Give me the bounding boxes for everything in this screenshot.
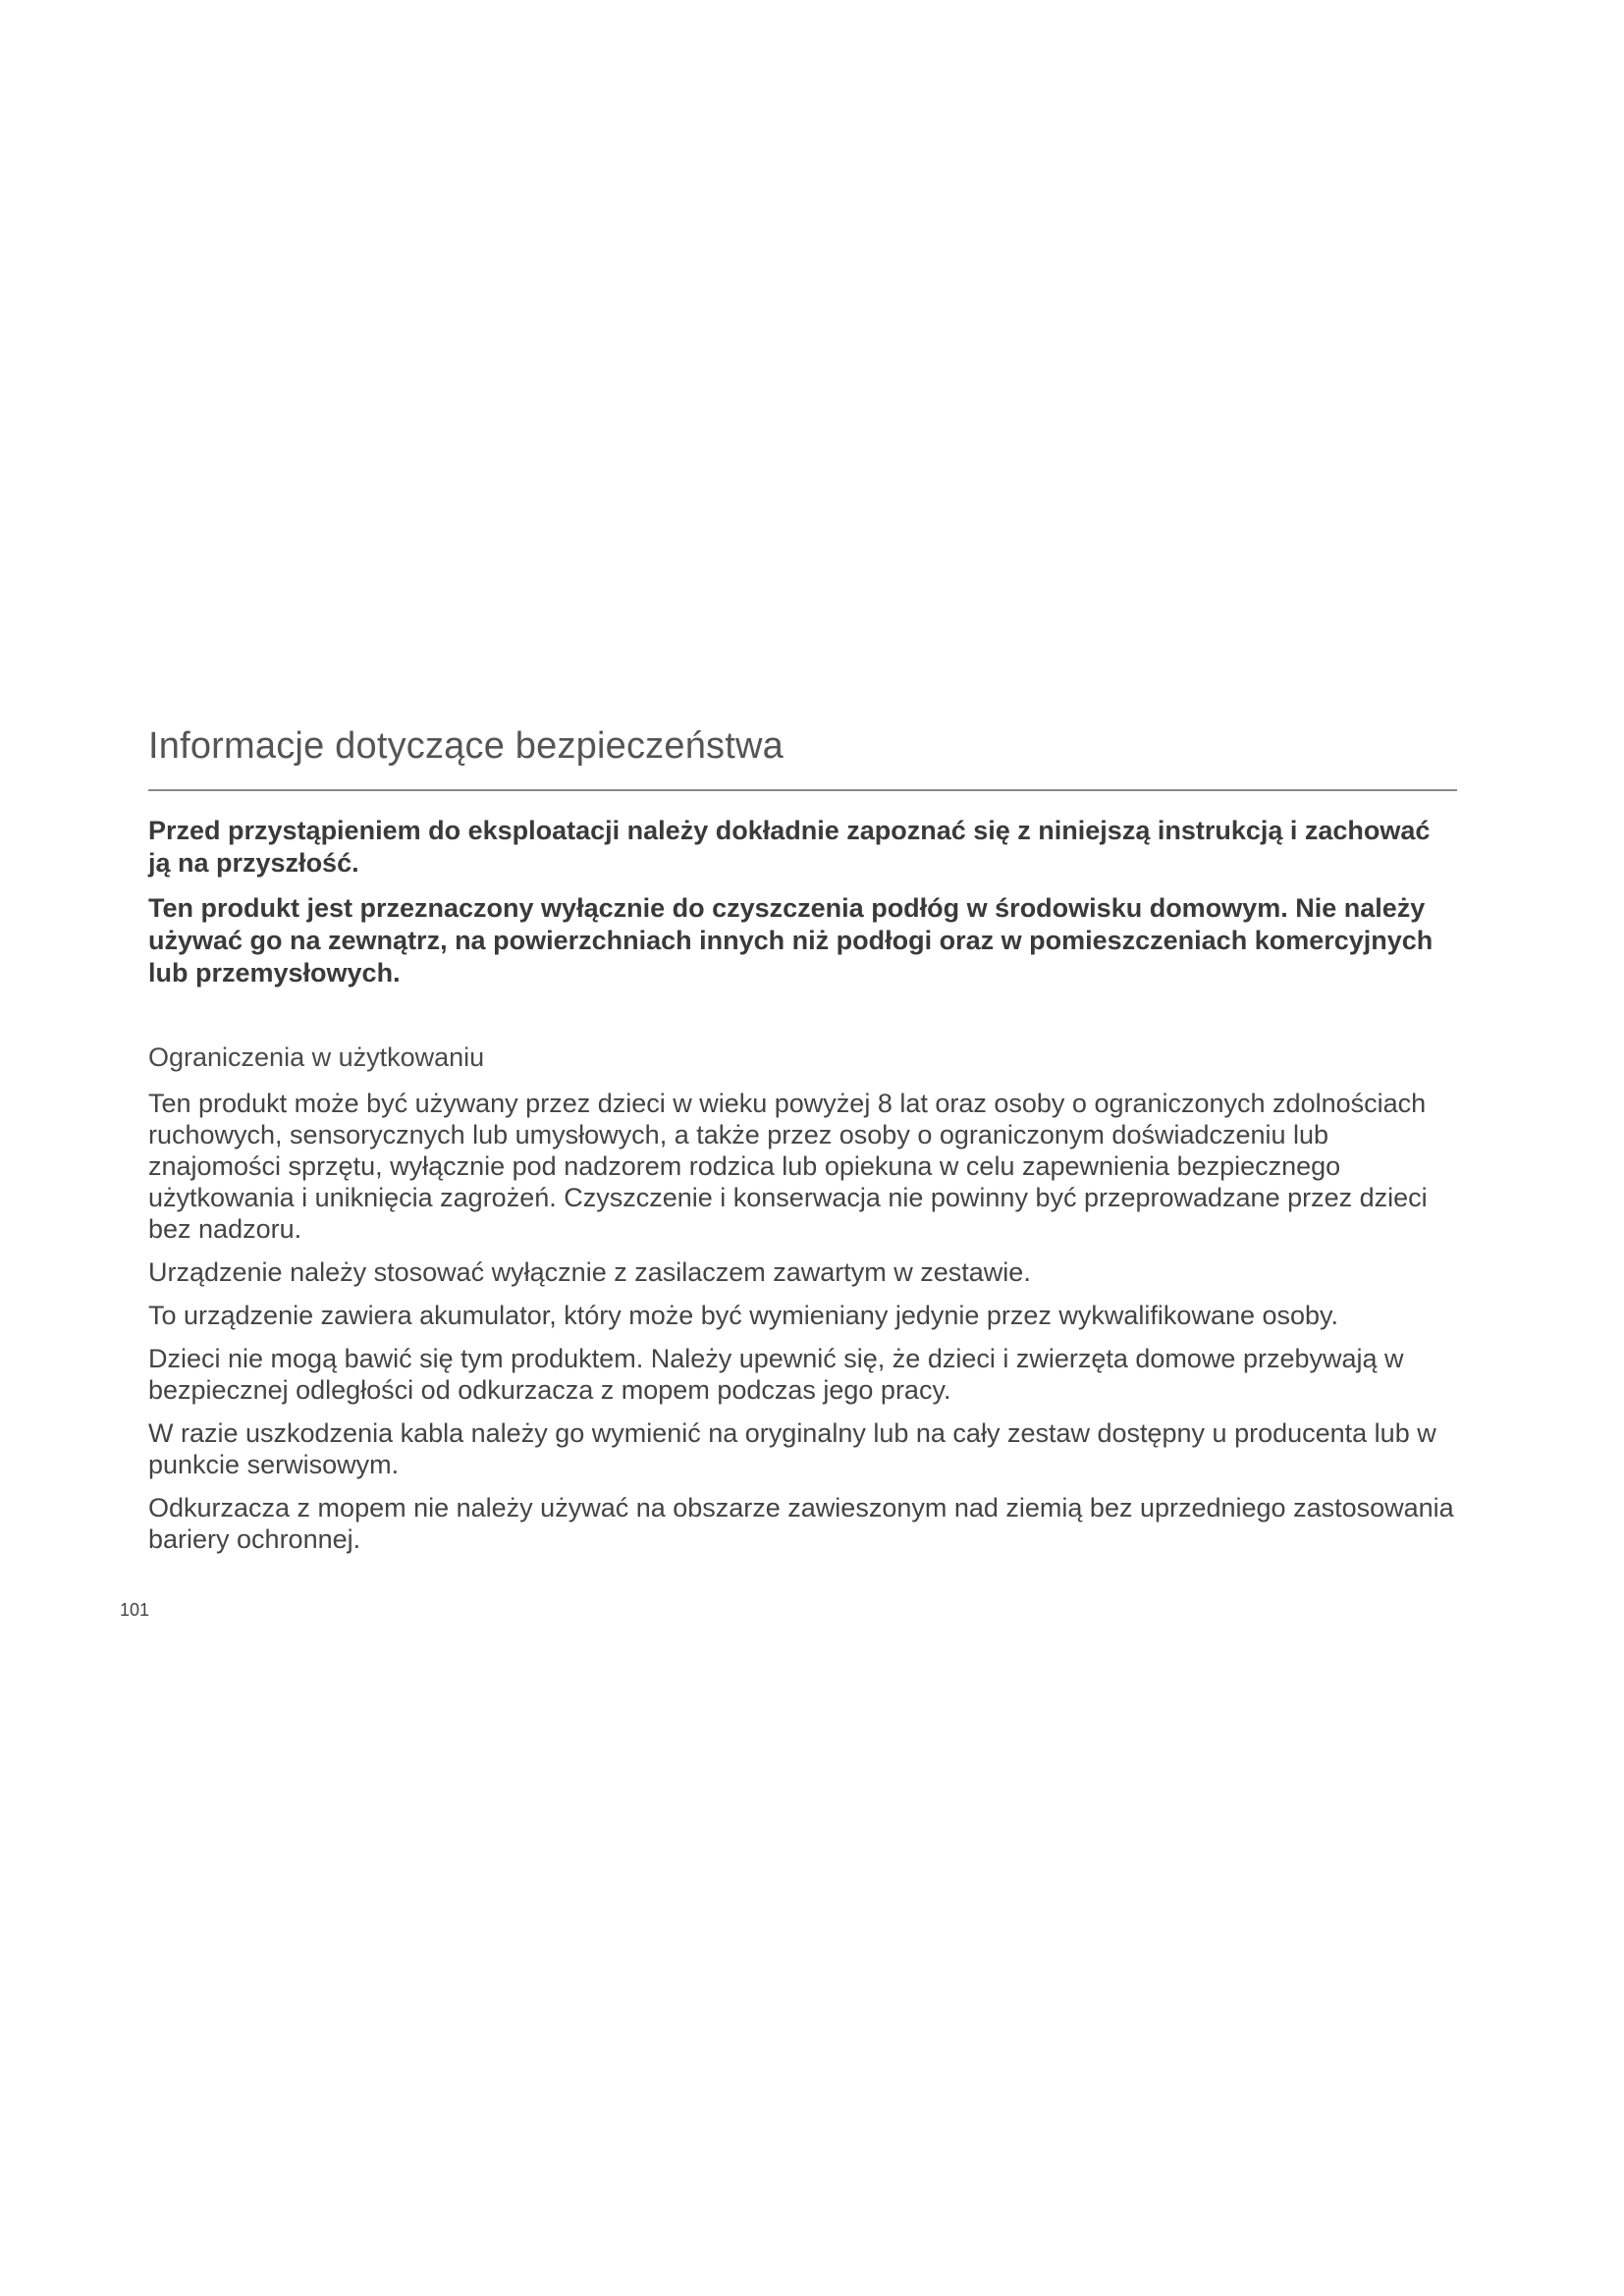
body-paragraph: W razie uszkodzenia kabla należy go wymienić na oryginalny lub na cały zestaw dostępny u producenta lub w punkcie serwisowym. [148,1417,1436,1479]
intro-paragraph: Przed przystąpieniem do eksploatacji należy dokładnie zapoznać się z niniejszą instrukcją i zachować ją na przyszłość. [148,815,1431,878]
intro-paragraph: Ten produkt jest przeznaczony wyłącznie do czyszczenia podłóg w środowisku domowym. Nie należy używać go na zewnątrz, na powierzchniach innych niż podłogi oraz w pomieszczeniach komercyjnych lub przemysłowych. [148,892,1434,988]
body-paragraph: To urządzenie zawiera akumulator, który może być wymieniany jedynie przez wykwalifikowane osoby. [148,1300,1339,1330]
section-body [148,1088,1457,1555]
document-content [148,724,1457,1567]
section-heading: Ograniczenia w użytkowaniu [148,1041,485,1072]
title-divider [148,789,1457,791]
body-paragraph: Odkurzacza z mopem nie należy używać na obszarze zawieszonym nad ziemią bez uprzedniego zastosowania bariery ochronnej. [148,1492,1454,1554]
page-number: 101 [120,1600,150,1620]
body-paragraph: Dzieci nie mogą bawić się tym produktem. Należy upewnić się, że dzieci i zwierzęta domowe przebywają w bezpiecznej odległości od odkurzacza z mopem podczas jego pracy. [148,1343,1404,1405]
body-paragraph: Urządzenie należy stosować wyłącznie z zasilaczem zawartym w zestawie. [148,1256,1031,1287]
page-title: Informacje dotyczące bezpieczeństwa [148,725,784,767]
body-paragraph: Ten produkt może być używany przez dzieci w wieku powyżej 8 lat oraz osoby o ograniczonych zdolnościach ruchowych, sensorycznych lub umysłowych, a także przez osoby o ograniczonym doświadczeniu lub znajomości sprzętu, wyłącznie pod nadzorem rodzica lub opiekuna w celu zapewnienia bezpiecznego użytkowania i uniknięcia zagrożeń. Czyszczenie i konserwacja nie powinny być przeprowadzane przez dzieci bez nadzoru. [148,1088,1428,1244]
intro-block [148,815,1457,989]
